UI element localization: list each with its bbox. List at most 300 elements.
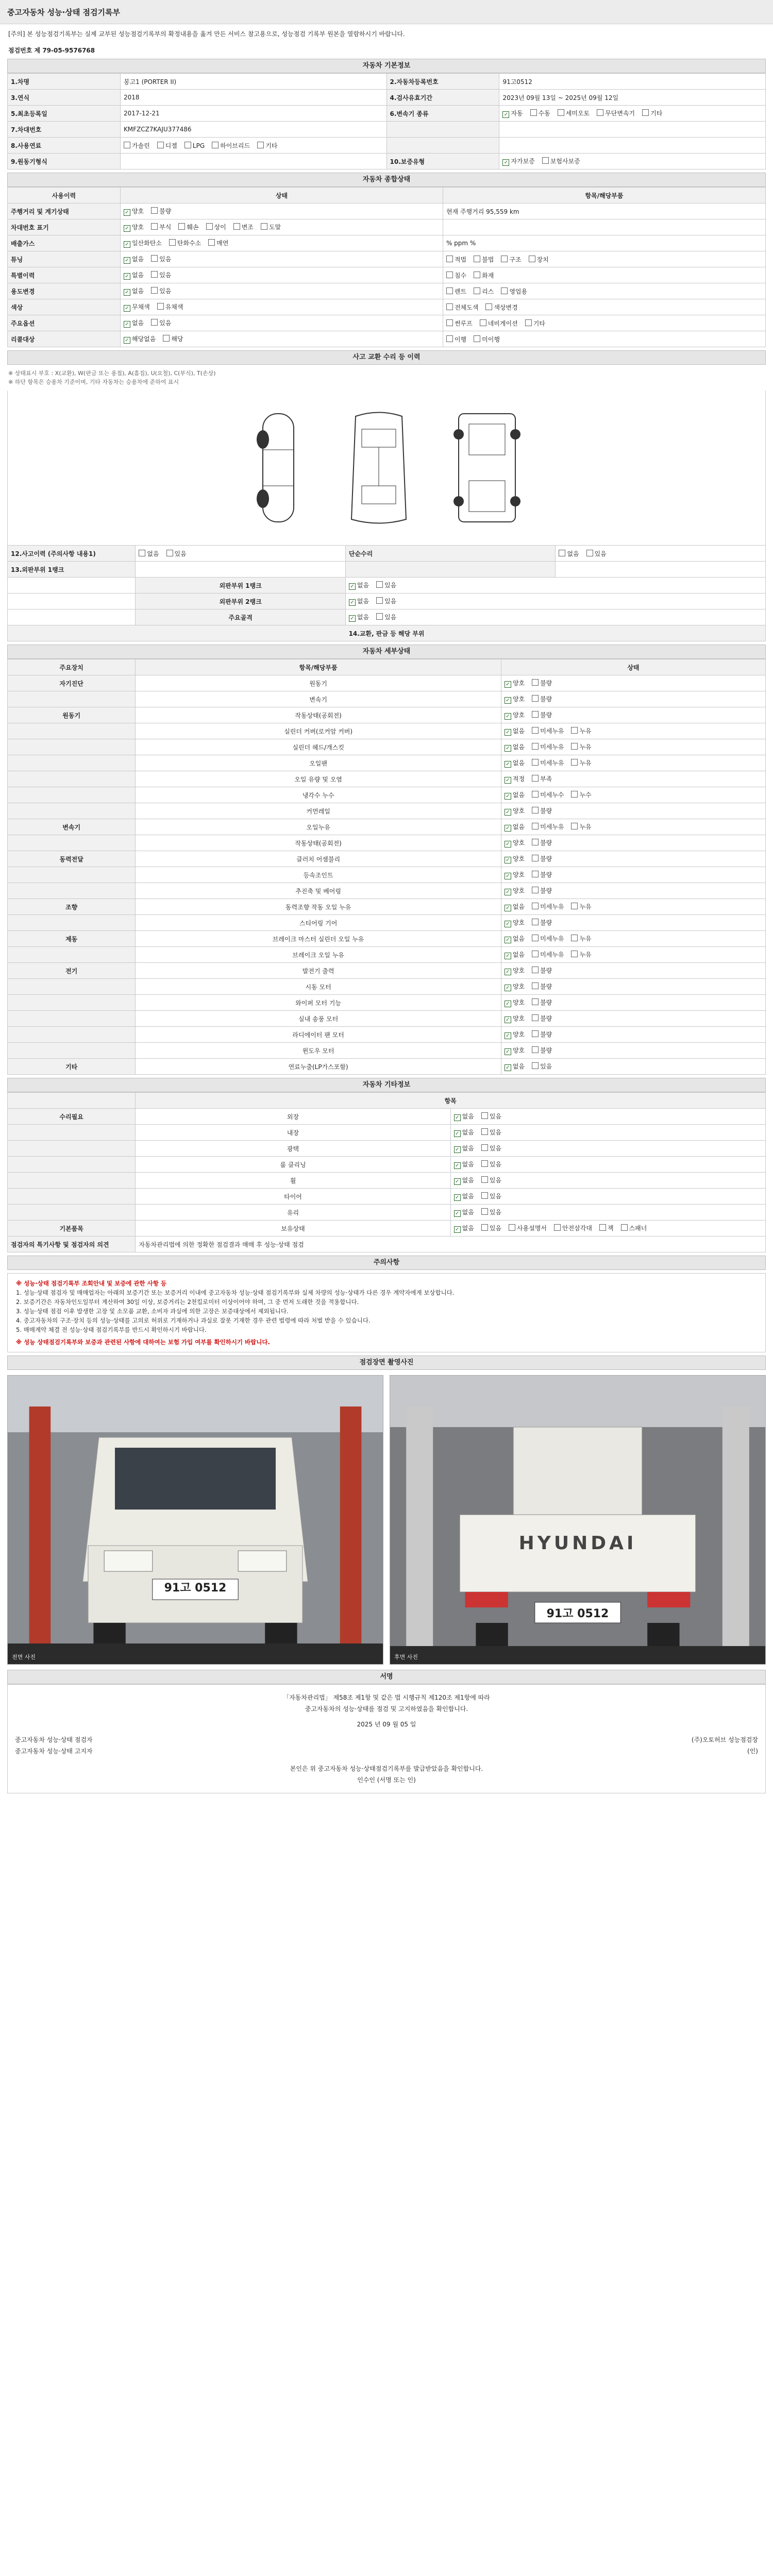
checkbox-option[interactable] — [505, 726, 525, 736]
other-state — [450, 1157, 765, 1173]
basic-value — [499, 106, 766, 122]
checkbox-label: 없음 — [357, 598, 369, 605]
sign-date: 2025 년 09 월 05 일 — [357, 1721, 416, 1728]
detail-item: 라디에이터 팬 모터 — [136, 1027, 501, 1043]
checkbox-option[interactable] — [505, 679, 525, 688]
checkbox-option[interactable] — [597, 109, 635, 117]
checkbox-option[interactable] — [151, 207, 171, 215]
other-group — [8, 1189, 136, 1205]
checkbox-label: 자동 — [511, 110, 523, 117]
detail-state — [501, 819, 765, 835]
general-note — [443, 315, 765, 331]
checkbox-option[interactable] — [474, 271, 494, 280]
table-row — [8, 315, 766, 331]
detail-state — [501, 803, 765, 819]
checkbox-option[interactable] — [501, 287, 527, 296]
checkbox-icon — [151, 255, 158, 262]
checkbox-option[interactable] — [446, 335, 466, 344]
table-row — [8, 883, 766, 899]
checkbox-option[interactable] — [532, 1062, 552, 1071]
detail-group: 제동 — [8, 931, 136, 947]
checkbox-label: 양호 — [512, 1015, 525, 1022]
table-row — [8, 1157, 766, 1173]
checkbox-icon — [597, 109, 603, 116]
general-note: 현재 주행거리 95,559 km — [443, 204, 765, 219]
checkbox-option[interactable] — [571, 934, 591, 943]
checkbox-icon — [532, 791, 539, 798]
checkbox-option[interactable] — [505, 902, 525, 911]
checkbox-option[interactable] — [480, 319, 518, 328]
checkbox-option[interactable] — [454, 1176, 474, 1185]
table-row — [8, 1205, 766, 1221]
checkbox-option[interactable] — [505, 1062, 525, 1071]
checkbox-option[interactable] — [532, 679, 552, 687]
checkbox-option[interactable] — [505, 886, 525, 895]
checkbox-option[interactable] — [376, 613, 396, 621]
checkbox-option[interactable] — [481, 1208, 501, 1216]
table-row — [8, 1043, 766, 1059]
checkbox-option[interactable] — [554, 1224, 592, 1232]
checkbox-option[interactable] — [532, 1046, 552, 1055]
detail-state — [501, 963, 765, 979]
checkbox-label: 무단변속기 — [605, 110, 635, 117]
checkbox-option[interactable] — [124, 207, 144, 216]
checkbox-option[interactable] — [163, 334, 183, 343]
checkbox-option[interactable] — [505, 822, 525, 832]
checkbox-label: 있음 — [174, 550, 187, 557]
table-row — [8, 235, 766, 251]
checkbox-icon: ✓ — [124, 321, 130, 328]
general-state — [120, 235, 443, 251]
checkbox-option[interactable] — [261, 223, 281, 231]
checkbox-option[interactable] — [532, 854, 552, 863]
basic-value: 2017-12-21 — [120, 106, 386, 122]
checkbox-icon — [212, 142, 219, 148]
checkbox-option[interactable] — [532, 1014, 552, 1023]
checkbox-icon: ✓ — [505, 777, 511, 784]
checkbox-option[interactable] — [505, 966, 525, 975]
general-header: 사용이력 — [8, 188, 121, 204]
checkbox-option[interactable] — [642, 109, 662, 117]
checkbox-option[interactable] — [532, 934, 564, 943]
checkbox-option[interactable] — [446, 303, 478, 312]
detail-item: 작동상태(공회전) — [136, 707, 501, 723]
checkbox-option[interactable] — [481, 1112, 501, 1121]
checkbox-icon — [151, 287, 158, 294]
checkbox-option[interactable] — [530, 109, 550, 117]
checkbox-option[interactable] — [169, 239, 201, 247]
checkbox-label: 없음 — [567, 550, 579, 557]
checkbox-option[interactable] — [532, 982, 552, 991]
checkbox-option[interactable] — [454, 1144, 474, 1153]
checkbox-option[interactable] — [505, 870, 525, 879]
checkbox-label: 불량 — [540, 711, 552, 719]
checkbox-option[interactable] — [124, 255, 144, 264]
checkbox-option[interactable] — [571, 790, 591, 799]
detail-state — [501, 931, 765, 947]
detail-item: 실내 송풍 모터 — [136, 1011, 501, 1027]
checkbox-icon — [446, 256, 453, 262]
checkbox-option[interactable] — [454, 1224, 474, 1233]
checkbox-icon — [178, 223, 185, 230]
checkbox-option[interactable] — [505, 742, 525, 752]
checkbox-option[interactable] — [505, 998, 525, 1007]
checkbox-option[interactable] — [505, 918, 525, 927]
general-note — [443, 251, 765, 267]
checkbox-label: 불량 — [540, 1031, 552, 1038]
checkbox-label: 있음 — [489, 1209, 502, 1216]
basic-label: 4.검사유효기간 — [386, 90, 499, 106]
checkbox-icon: ✓ — [505, 809, 511, 816]
checkbox-option[interactable] — [454, 1112, 474, 1121]
checkbox-icon — [446, 287, 453, 294]
table-row — [8, 122, 766, 138]
checkbox-option[interactable] — [454, 1208, 474, 1217]
checkbox-icon — [532, 1030, 539, 1037]
detail-group — [8, 755, 136, 771]
rear-plate: 91고 0512 — [546, 1607, 609, 1620]
checkbox-icon — [571, 743, 578, 750]
table-row — [8, 659, 766, 675]
checkbox-label: 해당 — [171, 335, 183, 343]
checkbox-icon — [169, 239, 176, 246]
checkbox-option[interactable] — [233, 223, 254, 231]
checkbox-option[interactable] — [599, 1224, 614, 1232]
checkbox-option[interactable] — [571, 902, 591, 911]
table-row — [8, 1059, 766, 1075]
checkbox-label: 불량 — [540, 871, 552, 878]
checkbox-label: 불량 — [540, 1047, 552, 1054]
checkbox-option[interactable] — [532, 838, 552, 847]
detail-group: 변속기 — [8, 819, 136, 835]
checkbox-option[interactable] — [542, 157, 580, 165]
checkbox-icon — [529, 256, 535, 262]
checkbox-option[interactable] — [178, 223, 198, 231]
checkbox-icon: ✓ — [454, 1146, 461, 1153]
detail-group: 동력전달 — [8, 851, 136, 867]
checkbox-option[interactable] — [257, 141, 277, 150]
checkbox-option[interactable] — [157, 141, 177, 150]
table-row — [8, 283, 766, 299]
general-state — [120, 331, 443, 347]
checkbox-label: 불량 — [540, 807, 552, 815]
checkbox-option[interactable] — [505, 806, 525, 816]
checkbox-option[interactable] — [376, 597, 396, 605]
checkbox-label: 양호 — [512, 807, 525, 815]
detail-group — [8, 883, 136, 899]
accident-table — [7, 545, 766, 641]
checkbox-option[interactable] — [454, 1160, 474, 1169]
checkbox-option[interactable] — [532, 758, 564, 767]
checkbox-label: 있음 — [489, 1161, 502, 1168]
checkbox-option[interactable] — [532, 902, 564, 911]
checkbox-option[interactable] — [532, 742, 564, 751]
basic-value — [499, 154, 766, 170]
checkbox-icon — [532, 807, 539, 814]
checkbox-label: 디젤 — [165, 142, 177, 149]
checkbox-option[interactable] — [124, 318, 144, 328]
checkbox-label: 없음 — [131, 256, 144, 263]
checkbox-option[interactable] — [124, 223, 144, 232]
checkbox-option[interactable] — [474, 335, 500, 344]
checkbox-option[interactable] — [481, 1144, 501, 1153]
checkbox-option[interactable] — [124, 334, 156, 344]
checkbox-icon: ✓ — [454, 1226, 461, 1233]
checkbox-option[interactable] — [532, 966, 552, 975]
checkbox-label: 누유 — [579, 727, 592, 735]
checkbox-option[interactable] — [559, 549, 579, 558]
detail-item: 브레이크 마스터 실린더 오일 누유 — [136, 931, 501, 947]
checkbox-icon — [481, 1208, 488, 1215]
checkbox-option[interactable] — [558, 109, 590, 117]
checkbox-icon: ✓ — [349, 583, 356, 590]
table-row — [8, 1125, 766, 1141]
checkbox-option[interactable] — [474, 255, 494, 264]
detail-state — [501, 771, 765, 787]
checkbox-option[interactable] — [532, 710, 552, 719]
checkbox-option[interactable] — [139, 549, 159, 558]
checkbox-option[interactable] — [151, 255, 171, 263]
checkbox-icon — [532, 823, 539, 829]
checkbox-option[interactable] — [532, 806, 552, 815]
checkbox-option[interactable] — [571, 726, 591, 735]
part-rank: 주요골격 — [136, 609, 346, 625]
checkbox-option[interactable] — [571, 742, 591, 751]
detail-item: 원동기 — [136, 675, 501, 691]
checkbox-label: 누유 — [579, 935, 592, 942]
basic-value: 91고0512 — [499, 74, 766, 90]
checkbox-option[interactable] — [446, 287, 466, 296]
checkbox-option[interactable] — [505, 1030, 525, 1039]
checkbox-option[interactable] — [124, 302, 150, 312]
checkbox-option[interactable] — [505, 934, 525, 943]
checkbox-option[interactable] — [474, 287, 494, 296]
detail-item: 오일 유량 및 오염 — [136, 771, 501, 787]
basic-label: 9.원동기형식 — [8, 154, 121, 170]
checkbox-option[interactable] — [505, 854, 525, 863]
other-state — [450, 1141, 765, 1157]
checkbox-option[interactable] — [166, 549, 187, 558]
checkbox-label: 없음 — [462, 1161, 474, 1168]
other-state — [450, 1205, 765, 1221]
checkbox-option[interactable] — [532, 790, 564, 799]
checkbox-option[interactable] — [349, 597, 369, 606]
checkbox-label: 없음 — [512, 951, 525, 958]
dealer-row — [15, 1745, 758, 1757]
checkbox-option[interactable] — [532, 1030, 552, 1039]
checkbox-label: 없음 — [512, 743, 525, 751]
front-plate: 91고 0512 — [164, 1582, 227, 1595]
checkbox-option[interactable] — [621, 1224, 647, 1232]
checkbox-label: 썬루프 — [454, 319, 473, 327]
checkbox-option[interactable] — [505, 758, 525, 768]
checkbox-option[interactable] — [505, 838, 525, 848]
checkbox-icon: ✓ — [349, 615, 356, 622]
checkbox-label: 있음 — [489, 1193, 502, 1200]
checkbox-option[interactable] — [505, 710, 525, 720]
checkbox-option[interactable] — [571, 950, 591, 959]
checkbox-option[interactable] — [151, 318, 171, 327]
detail-state — [501, 835, 765, 851]
part-state — [345, 594, 765, 609]
checkbox-option[interactable] — [505, 790, 525, 800]
checkbox-option[interactable] — [376, 581, 396, 589]
checkbox-label: 기타 — [533, 319, 545, 327]
checkbox-option[interactable] — [151, 286, 171, 295]
other-item: 광택 — [136, 1141, 450, 1157]
general-status-table — [7, 187, 766, 347]
checkbox-label: 보험사보증 — [550, 158, 580, 165]
checkbox-label: 렌트 — [454, 287, 467, 295]
checkbox-option[interactable] — [151, 270, 171, 279]
checkbox-icon: ✓ — [505, 889, 511, 895]
checkbox-option[interactable] — [571, 758, 591, 767]
checkbox-option[interactable] — [505, 1014, 525, 1023]
checkbox-option[interactable] — [481, 1224, 501, 1232]
checkbox-option[interactable] — [529, 255, 549, 264]
checkbox-icon — [532, 855, 539, 861]
checkbox-icon: ✓ — [505, 841, 511, 848]
checkbox-option[interactable] — [532, 886, 552, 895]
checkbox-option[interactable] — [509, 1224, 547, 1232]
checkbox-option[interactable] — [505, 694, 525, 704]
vehicle-diagram — [7, 391, 766, 545]
detail-item: 실린더 헤드/개스킷 — [136, 739, 501, 755]
legend-line-1: ※ 상태표시 부호 : X(교환), W(판금 또는 용접), A(흠집), U(요철), C(부식), T(손상) — [8, 370, 216, 377]
checkbox-option[interactable] — [454, 1192, 474, 1201]
checkbox-option[interactable] — [485, 303, 517, 312]
detail-item: 시동 모터 — [136, 979, 501, 995]
general-note — [443, 299, 765, 315]
detail-status-table — [7, 659, 766, 1075]
checkbox-option[interactable] — [157, 302, 183, 311]
checkbox-label: 없음 — [462, 1209, 474, 1216]
general-label: 차대번호 표기 — [8, 219, 121, 235]
checkbox-option[interactable] — [571, 822, 591, 831]
checkbox-option[interactable] — [502, 109, 523, 118]
checkbox-option[interactable] — [586, 549, 607, 558]
checkbox-option[interactable] — [454, 1128, 474, 1137]
rear-brand-text: HYUNDAI — [518, 1533, 637, 1554]
checkbox-icon — [208, 239, 215, 246]
checkbox-icon — [558, 109, 564, 116]
checkbox-label: 불량 — [540, 999, 552, 1006]
checkbox-option[interactable] — [532, 918, 552, 927]
table-row — [8, 1011, 766, 1027]
checkbox-label: 누유 — [579, 743, 592, 751]
detail-group — [8, 787, 136, 803]
checkbox-icon: ✓ — [505, 1001, 511, 1007]
checkbox-option[interactable] — [349, 581, 369, 590]
general-state — [120, 204, 443, 219]
checkbox-icon — [532, 998, 539, 1005]
document-number: 점검번호 제 79-05-9576768 — [8, 47, 95, 54]
checkbox-label: 양호 — [512, 871, 525, 878]
checkbox-option[interactable] — [446, 271, 466, 280]
checkbox-option[interactable] — [532, 774, 552, 783]
table-row — [8, 979, 766, 995]
checkbox-option[interactable] — [532, 998, 552, 1007]
checkbox-option[interactable] — [151, 223, 171, 231]
checkbox-option[interactable] — [124, 239, 162, 248]
checkbox-label: 사용설명서 — [517, 1225, 547, 1232]
detail-group — [8, 723, 136, 739]
checkbox-option[interactable] — [481, 1176, 501, 1184]
checkbox-option[interactable] — [206, 223, 226, 231]
checkbox-option[interactable] — [208, 239, 228, 247]
table-row — [8, 331, 766, 347]
checkbox-option[interactable] — [184, 142, 205, 149]
checkbox-option[interactable] — [481, 1160, 501, 1168]
checkbox-icon: ✓ — [454, 1194, 461, 1201]
checkbox-icon — [166, 550, 173, 556]
checkbox-icon — [542, 157, 549, 164]
checkbox-label: 양호 — [512, 680, 525, 687]
checkbox-option[interactable] — [481, 1128, 501, 1137]
detail-group — [8, 1027, 136, 1043]
checkbox-icon — [474, 272, 480, 278]
checkbox-icon — [571, 951, 578, 957]
checkbox-option[interactable] — [532, 870, 552, 879]
general-label: 배출가스 — [8, 235, 121, 251]
checkbox-option[interactable] — [446, 255, 466, 264]
checkbox-icon: ✓ — [124, 289, 130, 296]
checkbox-option[interactable] — [124, 286, 144, 296]
table-row — [8, 1141, 766, 1157]
checkbox-option[interactable] — [532, 726, 564, 735]
checkbox-icon — [532, 967, 539, 973]
part-state — [345, 609, 765, 625]
checkbox-label: 불량 — [540, 919, 552, 926]
checkbox-label: 양호 — [512, 696, 525, 703]
checkbox-option[interactable] — [349, 613, 369, 622]
checkbox-icon — [642, 109, 649, 116]
checkbox-option[interactable] — [501, 255, 521, 264]
checkbox-option[interactable] — [505, 950, 525, 959]
checkbox-option[interactable] — [525, 319, 545, 328]
checkbox-option[interactable] — [212, 141, 250, 150]
checkbox-icon — [532, 1014, 539, 1021]
part-rank: 외판부위 1랭크 — [136, 578, 346, 594]
checkbox-option[interactable] — [505, 982, 525, 991]
checkbox-option[interactable] — [502, 157, 534, 166]
general-label: 색상 — [8, 299, 121, 315]
checkbox-label: 양호 — [512, 855, 525, 862]
checkbox-icon: ✓ — [454, 1210, 461, 1217]
basic-value — [120, 138, 386, 154]
general-label: 주요옵션 — [8, 315, 121, 331]
checkbox-option[interactable] — [124, 141, 150, 150]
checkbox-option[interactable] — [446, 319, 473, 328]
checkbox-label: 불량 — [540, 1015, 552, 1022]
checkbox-icon — [586, 550, 593, 556]
car-top-view-icon — [340, 409, 417, 527]
checkbox-icon — [554, 1224, 561, 1231]
checkbox-icon — [376, 581, 383, 588]
checkbox-label: 있음 — [489, 1225, 502, 1232]
checkbox-option[interactable] — [532, 822, 564, 831]
detail-state — [501, 691, 765, 707]
detail-status-title: 자동차 세부상태 — [7, 645, 766, 659]
checkbox-option[interactable] — [505, 774, 525, 784]
checkbox-option[interactable] — [505, 1046, 525, 1055]
checkbox-option[interactable] — [124, 270, 144, 280]
checkbox-option[interactable] — [481, 1192, 501, 1200]
inspector-name: (주)오토허브 성능점검장 — [691, 1736, 758, 1743]
checkbox-option[interactable] — [532, 950, 564, 959]
checkbox-label: 스패너 — [629, 1225, 647, 1232]
checkbox-option[interactable] — [532, 694, 552, 703]
